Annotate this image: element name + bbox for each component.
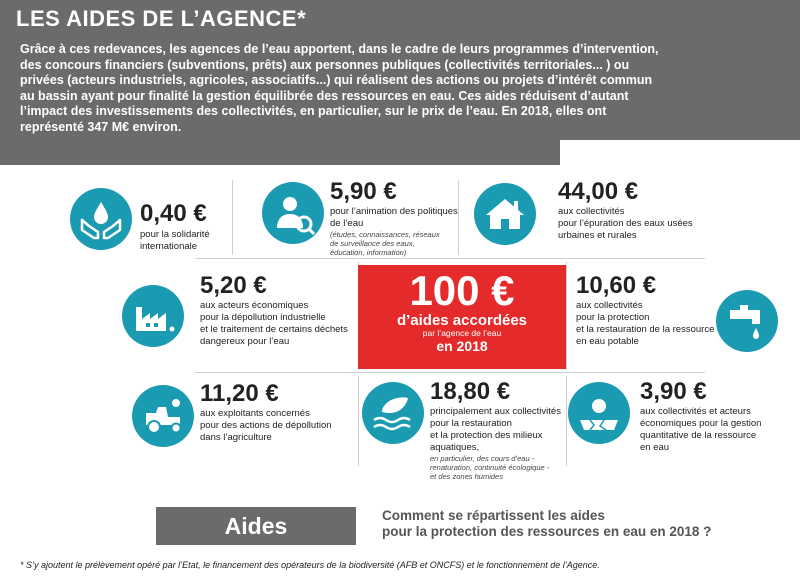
amount-gestion: 3,90 € [640, 378, 707, 405]
aides-label-box: Aides [156, 507, 356, 545]
amount-eau-potable: 10,60 € [576, 272, 657, 299]
total-amount: 100 € [409, 267, 515, 314]
desc-milieux: principalement aux collectivités pour la restauration et la protection des milieux aquatiques, en particulier, des cours d’eau - renaturation, continuité écologique - et des zones humides [430, 406, 561, 481]
footnote: * S’y ajoutent le prélèvement opéré par l’Etat, le financement des opérateurs de la biodiversité (AFB et ONCFS) et le fonctionnement de l’Agence. [20, 560, 600, 570]
desc-solidarity: pour la solidarité internationale [140, 229, 210, 252]
amount-agriculture: 11,20 € [200, 380, 279, 407]
desc-animation: pour l’animation des politiques de l’eau (études, connaissances, réseaux de surveillance des eaux, éducation, information) [330, 206, 458, 257]
desc-industrie: aux acteurs économiques pour la dépollution industrielle et le traitement de certains déchets dangereux pour l’eau [200, 300, 348, 347]
amount-animation: 5,90 € [330, 178, 397, 205]
grid-divider [566, 262, 567, 370]
hands-water-drop-icon [70, 188, 132, 250]
grid-divider [195, 372, 705, 373]
amount-solidarity: 0,40 € [140, 200, 207, 227]
total-sub: par l’agence de l’eau [422, 328, 502, 338]
drought-sun-icon [568, 382, 630, 444]
amount-industrie: 5,20 € [200, 272, 267, 299]
desc-epuration: aux collectivités pour l’épuration des eaux usées urbaines et rurales [558, 206, 693, 241]
page-title: LES AIDES DE L’AGENCE* [16, 6, 307, 31]
desc-gestion: aux collectivités et acteurs économiques pour la gestion quantitative de la ressource en eau [640, 406, 762, 453]
amount-epuration: 44,00 € [558, 178, 639, 205]
grid-divider [232, 180, 233, 255]
grid-divider [566, 376, 567, 466]
total-year: en 2018 [436, 338, 488, 354]
grid-divider [458, 180, 459, 255]
intro-text: Grâce à ces redevances, les agences de l’eau apportent, dans le cadre de leurs programmes d’intervention, des concours financiers (subventions, prêts) aux personnes publiques (collectivités territoriales... ) ou privées (acteurs industriels, agricoles, associatifs...) qui réalisent des actions ou projets d’intérêt commun au bassin ayant pour finalité la gestion équilibrée des ressources en eau. Ces aides réduisent d’autant l’impact des investissements des collectivités, en particulier, sur le prix de l’eau. En 2018, elles ont représenté 347 M€ environ. [20, 42, 659, 134]
tractor-icon [132, 385, 194, 447]
total-highlight-box [358, 265, 566, 369]
chart-question: Comment se répartissent les aides pour la protection des ressources en eau en 2018 ? [382, 508, 712, 539]
faucet-icon [716, 290, 778, 352]
desc-agriculture: aux exploitants concernés pour des actions de dépollution dans l’agriculture [200, 408, 332, 443]
grid-divider [195, 258, 705, 259]
amount-milieux: 18,80 € [430, 378, 511, 405]
factory-icon [122, 285, 184, 347]
grid-divider [358, 376, 359, 466]
person-magnifier-icon [262, 182, 324, 244]
leaf-waves-icon [362, 382, 424, 444]
desc-eau-potable: aux collectivités pour la protection et la restauration de la ressource en eau potable [576, 300, 715, 347]
house-icon [474, 183, 536, 245]
total-label: d’aides accordées [396, 312, 528, 329]
